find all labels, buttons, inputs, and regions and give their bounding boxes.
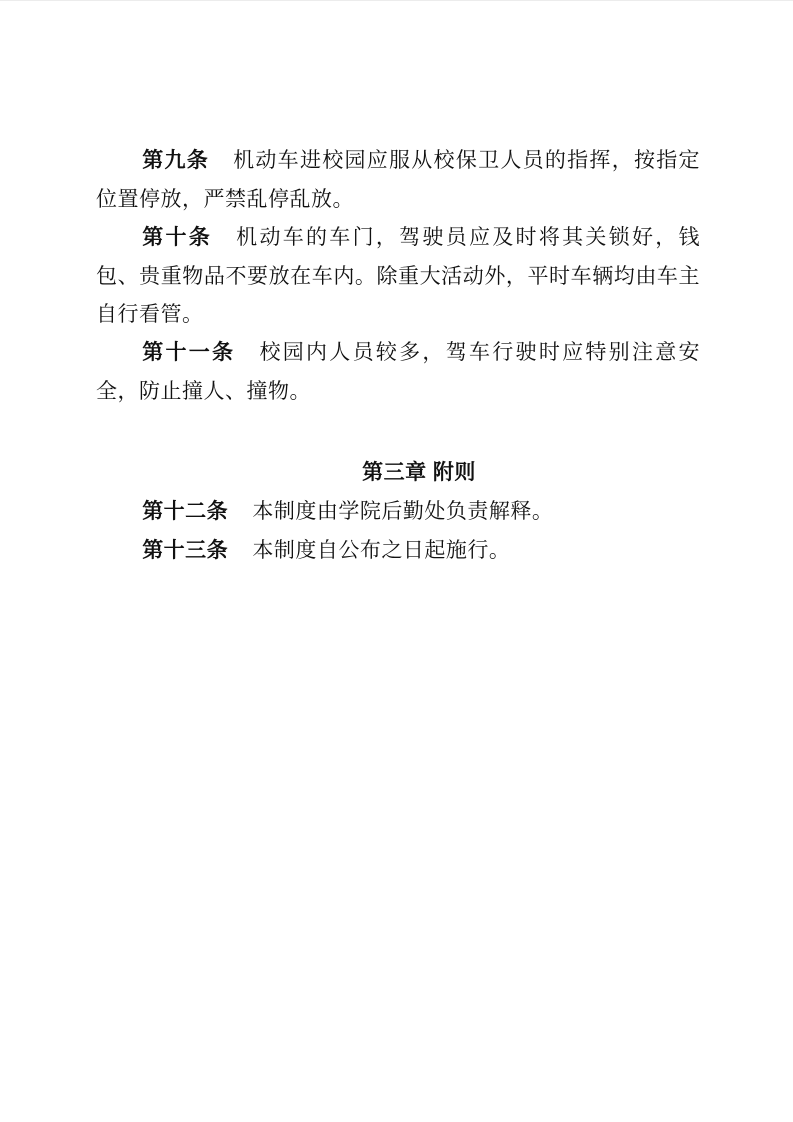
article-paragraph-13: [96, 531, 700, 570]
article-number: 第十二条: [142, 500, 229, 523]
article-text: 本制度自公布之日起施行。: [252, 538, 511, 562]
article-paragraph-10: [96, 218, 700, 333]
article-text: 机动车的车门，驾驶员应及时将其关锁好，钱包、贵重物品不要放在车内。除重大活动外，平时车辆均由车主自行看管。: [96, 225, 701, 326]
article-paragraph-9: [96, 141, 700, 218]
chapter-heading: 第三章 附则: [362, 461, 476, 484]
article-number: 第十一条: [142, 341, 236, 364]
article-paragraph-11: [96, 333, 700, 410]
article-text: 机动车进校园应服从校保卫人员的指挥，按指定位置停放，严禁乱停乱放。: [96, 148, 701, 211]
article-number: 第十三条: [142, 539, 229, 562]
article-text: 本制度由学院后勤处负责解释。: [252, 499, 554, 523]
article-number: 第九条: [142, 149, 209, 172]
article-text: 校园内人员较多，驾车行驶时应特别注意安全，防止撞人、撞物。: [96, 340, 701, 403]
article-number: 第十条: [142, 226, 213, 249]
article-paragraph-12: [96, 492, 700, 531]
